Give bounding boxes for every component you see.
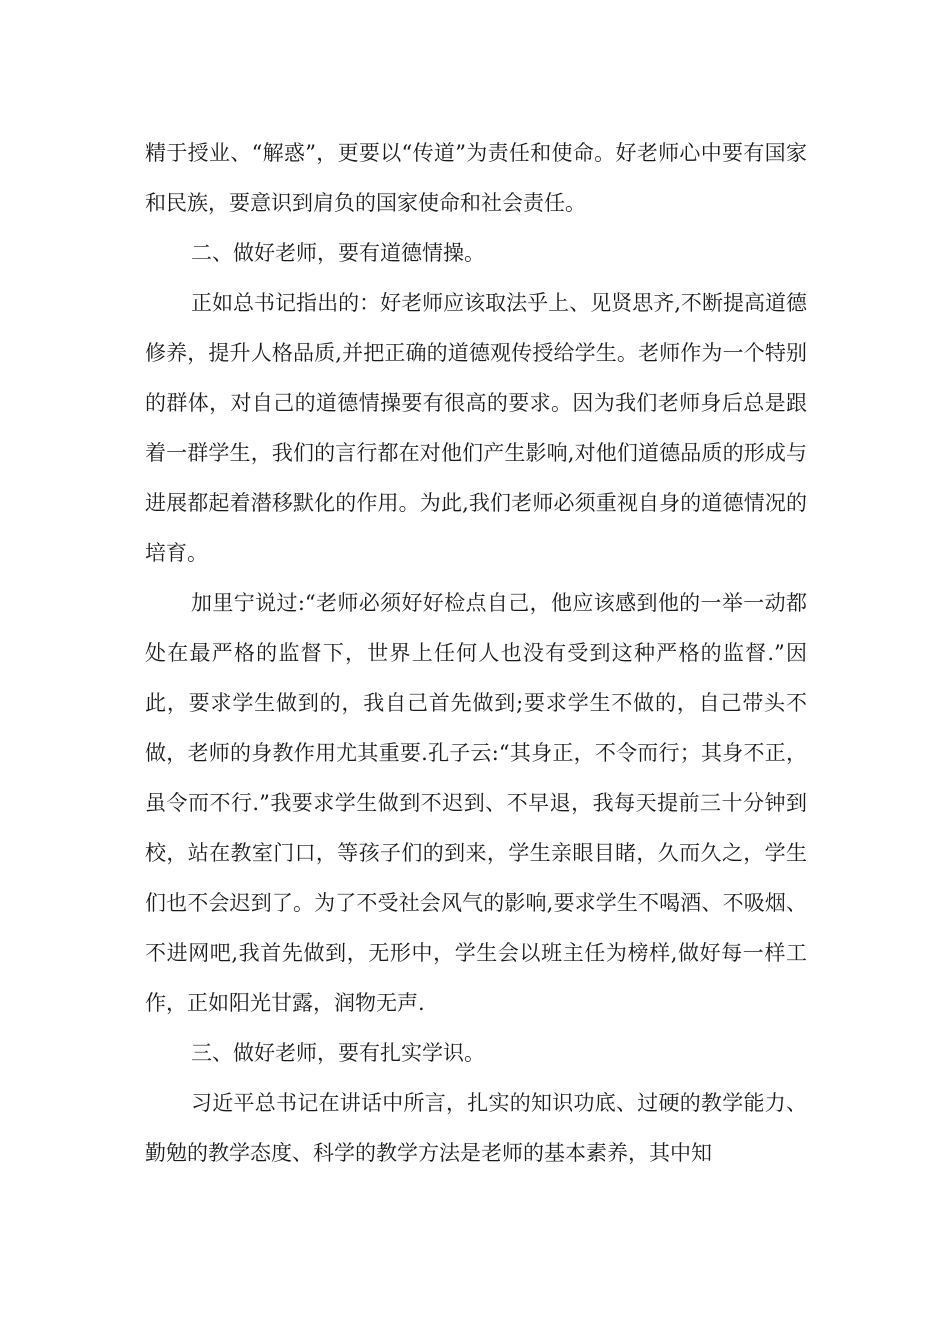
section-heading-three: 三、做好老师，要有扎实学识。	[191, 1041, 485, 1065]
section-heading-two: 二、做好老师，要有道德情操。	[191, 241, 485, 265]
document-body	[145, 128, 807, 1178]
paragraph-continuation: 精于授业、“解惑”，更要以“传道”为责任和使命。好老师心中要有国家和民族，要意识到肩负的国家使命和社会责任。	[145, 141, 807, 215]
paragraph-moral-cultivation: 正如总书记指出的：好老师应该取法乎上、见贤思齐,不断提高道德修养，提升人格品质,并把正确的道德观传授给学生。老师作为一个特别的群体，对自己的道德情操要有很高的要求。因为我们老师身后总是跟着一群学生，我们的言行都在对他们产生影响,对他们道德品质的形成与进展都起着潜移默化的作用。为此,我们老师必须重视自身的道德情况的培育。	[145, 291, 807, 565]
paragraph-kalinin-quote: 加里宁说过:“老师必须好好检点自己，他应该感到他的一举一动都处在最严格的监督下，世界上任何人也没有受到这种严格的监督.”因此，要求学生做到的，我自己首先做到;要求学生不做的，自己带头不做，老师的身教作用尤其重要.孔子云:“其身正，不令而行；其身不正，虽令而不行.”我要求学生做到不迟到、不早退，我每天提前三十分钟到校，站在教室门口，等孩子们的到来，学生亲眼目睹，久而久之，学生们也不会迟到了。为了不受社会风气的影响,要求学生不喝酒、不吸烟、不进网吧,我首先做到，无形中，学生会以班主任为榜样,做好每一样工作，正如阳光甘露，润物无声.	[145, 591, 807, 1015]
paragraph-solid-knowledge: 习近平总书记在讲话中所言，扎实的知识功底、过硬的教学能力、勤勉的教学态度、科学的教学方法是老师的基本素养，其中知	[145, 1091, 807, 1165]
